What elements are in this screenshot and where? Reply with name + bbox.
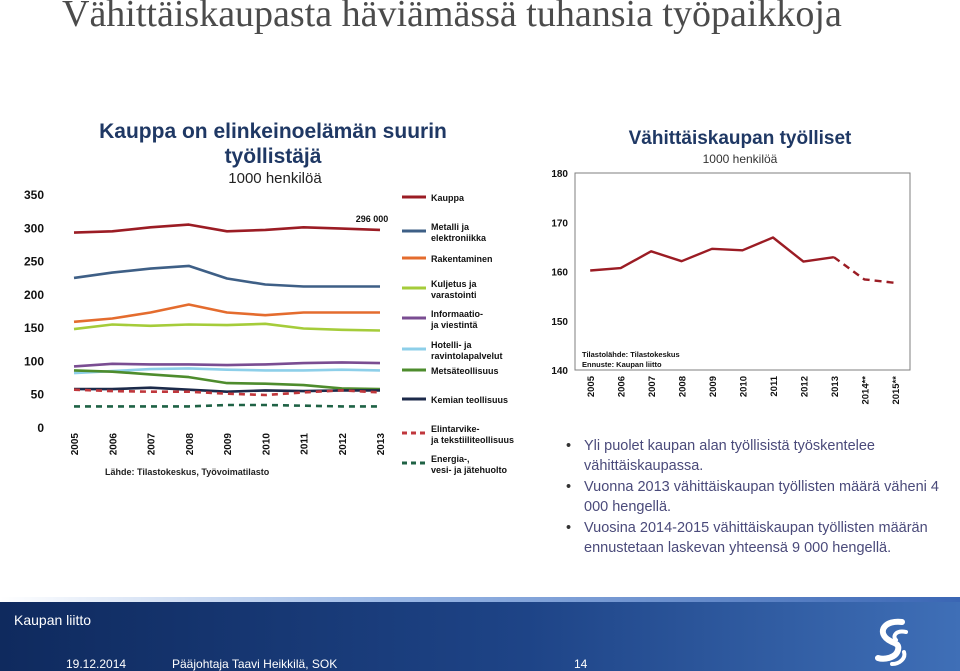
bullet-dot-icon: •: [566, 479, 572, 495]
bullet-item: [566, 477, 946, 517]
legend-label: Rakentaminen: [431, 254, 493, 264]
chart2-subtitle: 1000 henkilöä: [702, 152, 778, 166]
x-tick-label: 2011: [299, 433, 311, 455]
x-tick-label: 2015**: [890, 376, 902, 405]
footer-stripe: [0, 597, 960, 602]
bullet-item: [566, 436, 946, 476]
y-tick-label: 180: [551, 169, 568, 180]
bullet-dot-icon: •: [566, 438, 572, 454]
y-tick-label: 250: [23, 254, 44, 269]
y-tick-label: 160: [551, 267, 568, 279]
bullet-list: [566, 436, 946, 559]
footer-date: 19.12.2014: [66, 657, 127, 671]
y-tick-label: 150: [23, 321, 44, 336]
slide-title: Vähittäiskaupasta häviämässä tuhansia työpaikkoja: [62, 0, 842, 35]
bullet-text: Yli puolet kaupan alan työllisistä työskentelee vähittäiskaupassa.: [584, 438, 875, 474]
y-tick-label: 350: [23, 188, 44, 202]
series-line: [74, 305, 380, 322]
chart1-title: Kauppa on elinkeinoelämän suurin työllistäjä: [99, 120, 447, 168]
legend-label: Hotelli- ja ravintolapalvelut: [431, 340, 503, 361]
legend-label: Elintarvike-ja tekstiiliteollisuus: [431, 424, 515, 445]
bullet-text: Vuosina 2014-2015 vähittäiskaupan työllisten määrän ennustetaan laskevan yhteensä 9 000 hengellä.: [584, 520, 928, 556]
series-line: [74, 225, 380, 233]
legend-label: Kauppa: [431, 193, 465, 203]
series-line: [74, 324, 380, 331]
y-tick-label: 0: [37, 421, 44, 435]
x-tick-label: 2009: [708, 376, 720, 398]
footer-page-number: 14: [574, 657, 588, 671]
s-logo-icon: [872, 618, 912, 670]
x-tick-label: 2006: [616, 376, 628, 398]
series-line: [74, 370, 380, 389]
source-note: Ennuste: Kaupan liitto: [582, 360, 662, 369]
series-line: [74, 405, 380, 406]
x-tick-label: 2012: [337, 433, 349, 456]
annotation-label: 296 000: [355, 213, 389, 224]
x-tick-label: 2012: [799, 376, 811, 398]
y-tick-label: 170: [551, 218, 568, 230]
plot-area: [575, 173, 910, 370]
footer-org: Kaupan liitto: [14, 612, 92, 628]
y-tick-label: 300: [23, 221, 44, 236]
legend-label: Metalli ja elektroniikka: [431, 222, 487, 243]
bullet-item: [566, 518, 946, 558]
x-tick-label: 2010: [261, 433, 273, 456]
source-note: Lähde: Tilastokeskus, Työvoimatilasto: [105, 467, 270, 477]
y-tick-label: 50: [30, 387, 44, 402]
bullet-text: Vuonna 2013 vähittäiskaupan työllisten määrä väheni 4 000 hengellä.: [584, 479, 939, 515]
x-tick-label: 2008: [677, 376, 689, 398]
footer-band: [0, 597, 960, 671]
x-tick-label: 2014**: [860, 376, 872, 405]
y-tick-label: 100: [23, 354, 44, 369]
x-tick-label: 2013: [829, 376, 841, 398]
legend-label: Kuljetus ja varastointi: [431, 279, 477, 300]
chart1-subtitle: 1000 henkilöä: [228, 170, 322, 187]
legend-label: Metsäteollisuus: [431, 366, 499, 376]
x-tick-label: 2006: [108, 433, 120, 456]
legend-label: Kemian teollisuus: [431, 395, 509, 405]
chart2: [540, 0, 960, 420]
x-tick-label: 2005: [70, 433, 81, 456]
bullet-dot-icon: •: [566, 520, 572, 536]
y-tick-label: 200: [23, 287, 44, 302]
y-tick-label: 150: [551, 316, 568, 328]
chart1: [0, 0, 540, 500]
x-tick-label: 2010: [738, 376, 750, 398]
y-tick-label: 140: [551, 366, 568, 377]
chart2-title: Vähittäiskaupan työlliset: [628, 128, 852, 149]
x-tick-label: 2013: [376, 433, 387, 456]
source-note: Tilastolähde: Tilastokeskus: [582, 350, 680, 359]
legend-label: Informaatio-ja viestintä: [431, 309, 484, 330]
series-line: [74, 266, 380, 287]
legend-label: Energia-, vesi- ja jätehuolto: [431, 454, 508, 475]
footer-presenter: Pääjohtaja Taavi Heikkilä, SOK: [172, 657, 338, 671]
x-tick-label: 2009: [223, 433, 234, 456]
x-tick-label: 2008: [184, 433, 196, 456]
x-tick-label: 2011: [768, 376, 780, 397]
x-tick-label: 2005: [586, 376, 598, 398]
x-tick-label: 2007: [146, 433, 158, 456]
x-tick-label: 2007: [647, 376, 659, 398]
series-line: [74, 362, 380, 366]
